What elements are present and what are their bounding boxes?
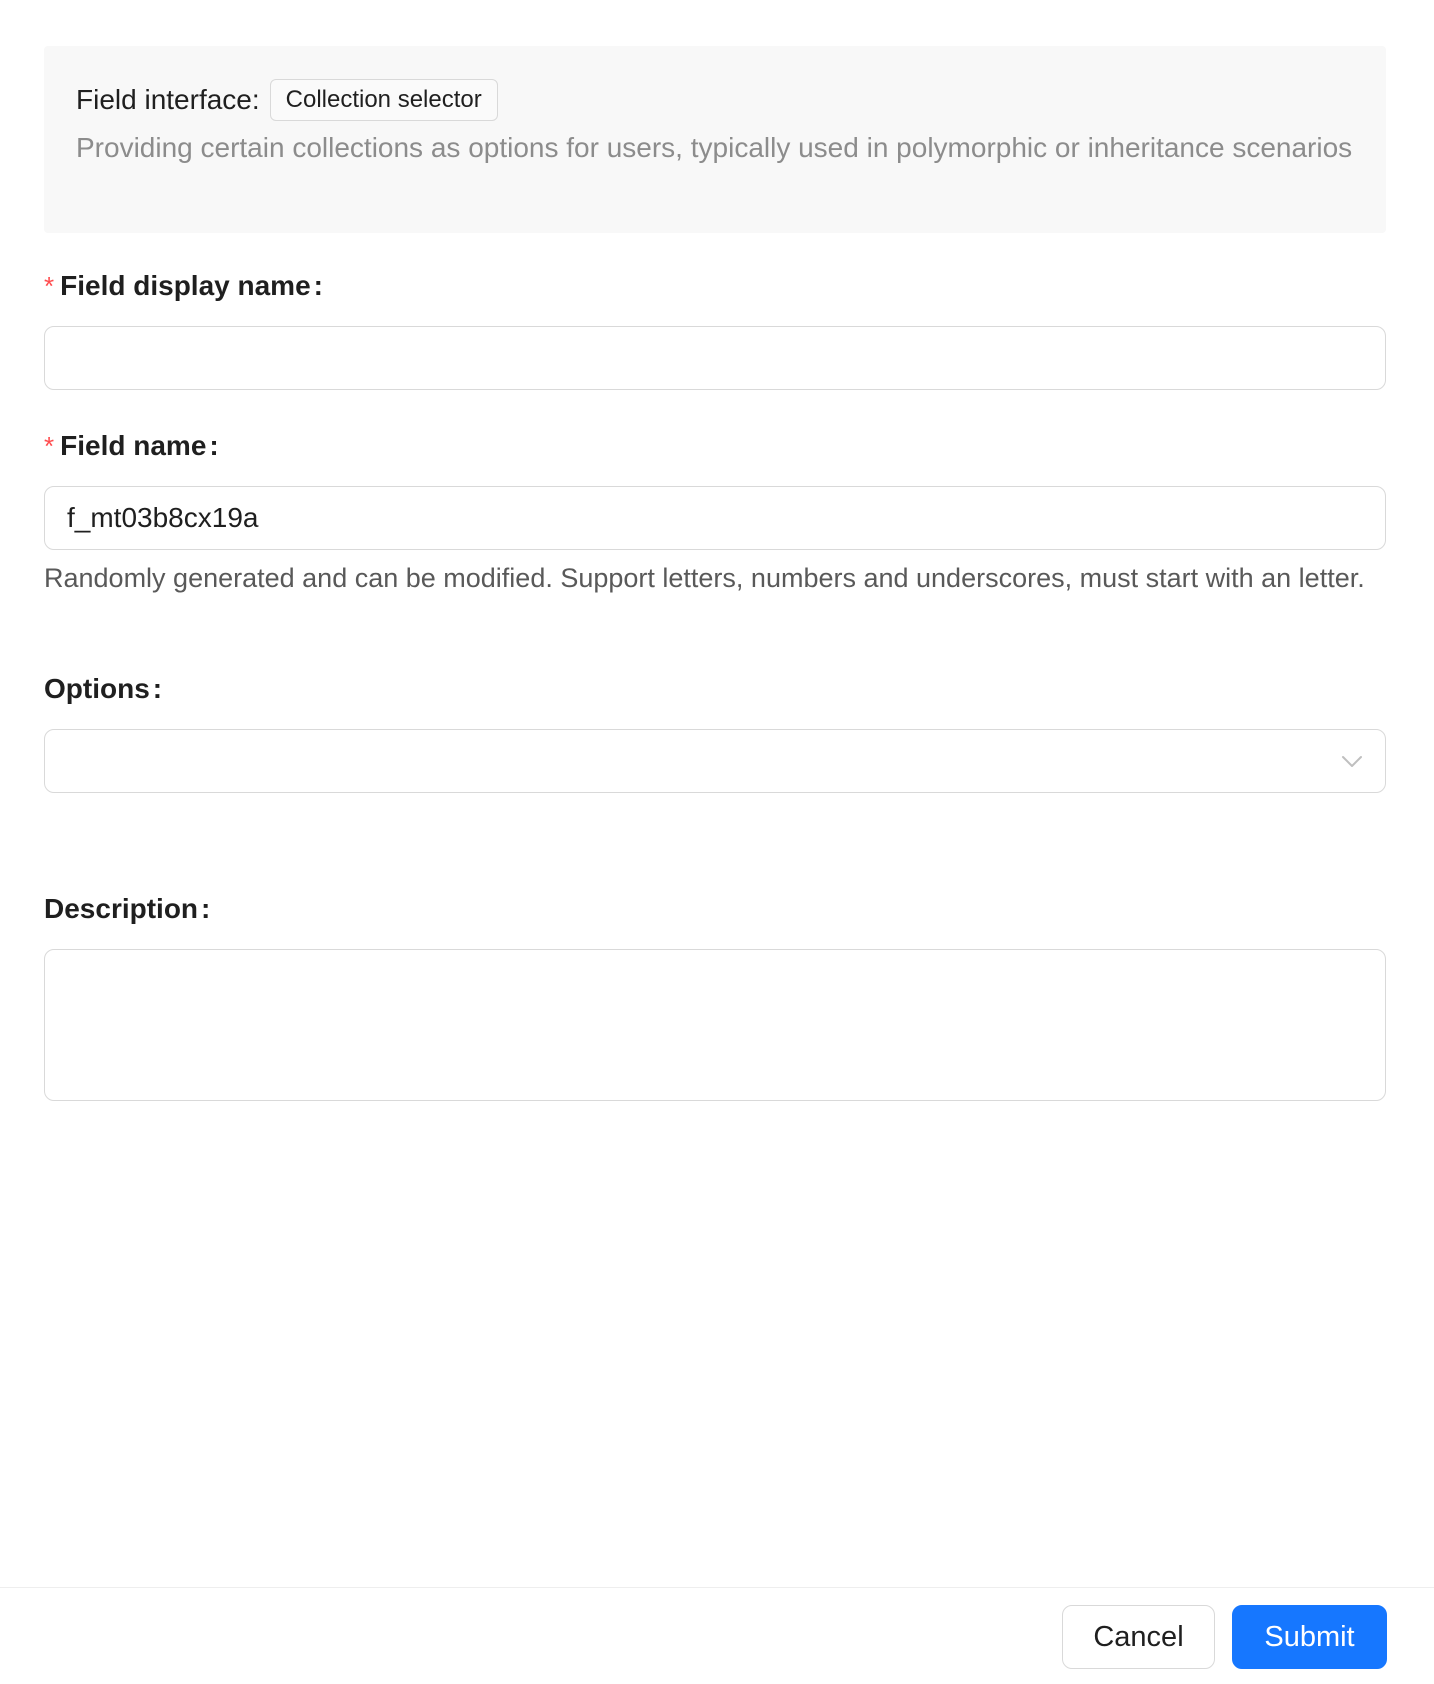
dialog-footer	[0, 1587, 1434, 1684]
interface-label: Field interface:	[76, 84, 260, 115]
options-select[interactable]	[44, 729, 1386, 793]
options-label-text: Options	[44, 673, 150, 704]
display-name-label-text: Field display name	[60, 270, 311, 301]
interface-row	[76, 78, 1354, 122]
options-label	[44, 669, 1386, 709]
display-name-label	[44, 266, 1386, 306]
description-label	[44, 889, 1386, 929]
label-colon: :	[209, 430, 219, 461]
chevron-down-icon	[1341, 750, 1363, 772]
field-name-input[interactable]: f_mt03b8cx19a	[44, 486, 1386, 550]
description-label-text: Description	[44, 893, 199, 924]
submit-button[interactable]: Submit	[1232, 1605, 1387, 1669]
field-name-label	[44, 426, 1386, 466]
field-name-help-text: Randomly generated and can be modified. Support letters, numbers and underscores, must start with an letter.	[44, 563, 1365, 593]
required-mark: *	[44, 431, 55, 461]
label-colon: :	[313, 270, 323, 301]
interface-tag: Collection selector	[270, 79, 498, 121]
form-item-field-name	[44, 426, 1386, 600]
description-textarea[interactable]	[44, 949, 1386, 1101]
field-name-label-text: Field name	[60, 430, 207, 461]
display-name-input[interactable]	[44, 326, 1386, 390]
form-item-description	[44, 889, 1386, 1101]
label-colon: :	[152, 673, 163, 704]
cancel-button[interactable]: Cancel	[1062, 1605, 1215, 1669]
form-item-options	[44, 669, 1386, 793]
form-item-display-name	[44, 266, 1386, 390]
interface-info-panel	[44, 46, 1386, 233]
interface-description: Providing certain collections as options for users, typically used in polymorphic or inheritance scenarios	[76, 132, 1353, 163]
label-colon: :	[201, 893, 211, 924]
required-mark: *	[44, 271, 55, 301]
